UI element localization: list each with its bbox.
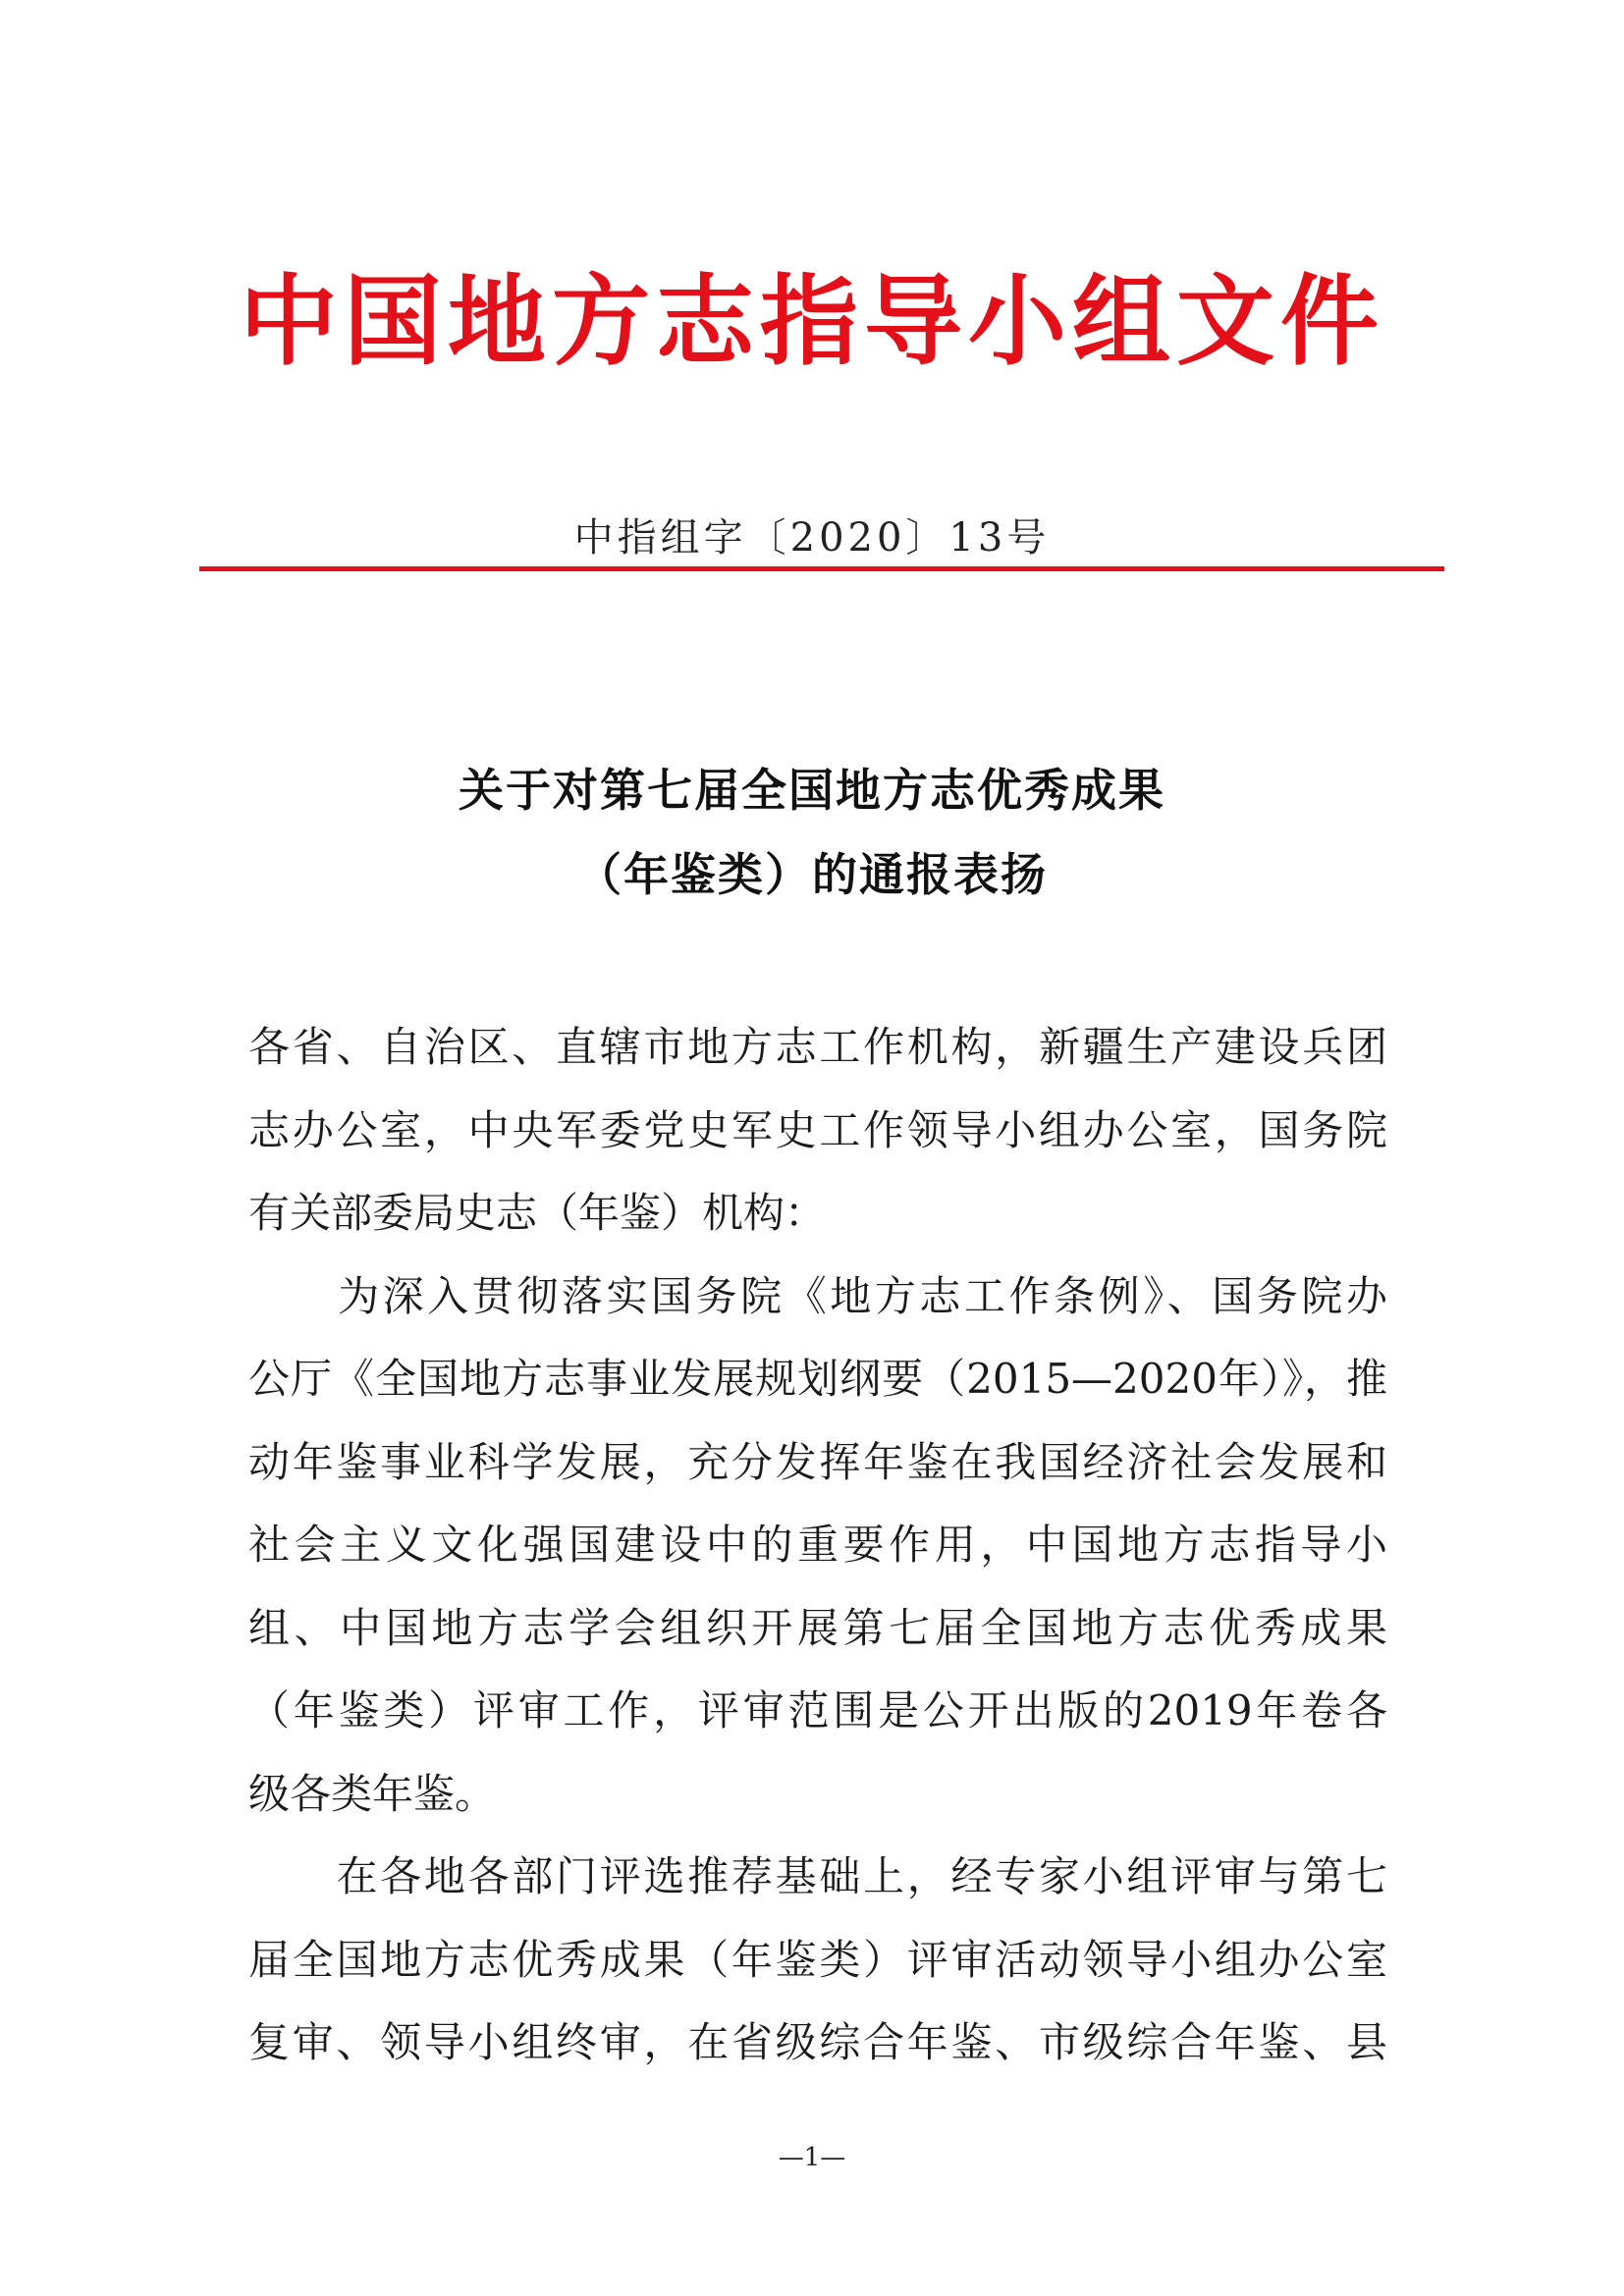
body-line: 在各地各部门评选推荐基础上，经专家小组评审与第七 [248,1852,1387,1900]
body-line: 级各类年鉴。 [248,1769,497,1818]
masthead-title: 中国地方志指导小组文件 [240,264,1384,379]
red-divider-rule [199,566,1444,571]
body-line: 复审、领导小组终审，在省级综合年鉴、市级综合年鉴、县 [248,2018,1387,2066]
body-line: 志办公室，中央军委党史军史工作领导小组办公室，国务院 [248,1105,1387,1154]
body-line: 届全国地方志优秀成果（年鉴类）评审活动领导小组办公室 [248,1935,1387,1984]
body-line: 组、中国地方志学会组织开展第七届全国地方志优秀成果 [248,1603,1387,1652]
title-line-1: 关于对第七届全国地方志优秀成果 [459,764,1165,817]
body-line: 有关部委局史志（年鉴）机构： [248,1189,827,1237]
body-line: 各省、自治区、直辖市地方志工作机构，新疆生产建设兵团 [248,1023,1387,1071]
document-number: 中指组字〔2020〕13号 [573,515,1051,561]
page-number: —1— [778,2143,846,2172]
body-line: 为深入贯彻落实国务院《地方志工作条例》、国务院办 [248,1271,1387,1320]
title-line-2: （年鉴类）的通报表扬 [576,848,1048,901]
body-line: 公厅《全国地方志事业发展规划纲要（2015—2020年）》，推 [248,1355,1387,1403]
document-title [0,748,1624,917]
body-line: 动年鉴事业科学发展，充分发挥年鉴在我国经济社会发展和 [248,1437,1387,1486]
body-line: 社会主义文化强国建设中的重要作用，中国地方志指导小 [248,1521,1387,1569]
body-text [248,1006,1387,2085]
body-line: （年鉴类）评审工作，评审范围是公开出版的2019年卷各 [248,1686,1387,1735]
